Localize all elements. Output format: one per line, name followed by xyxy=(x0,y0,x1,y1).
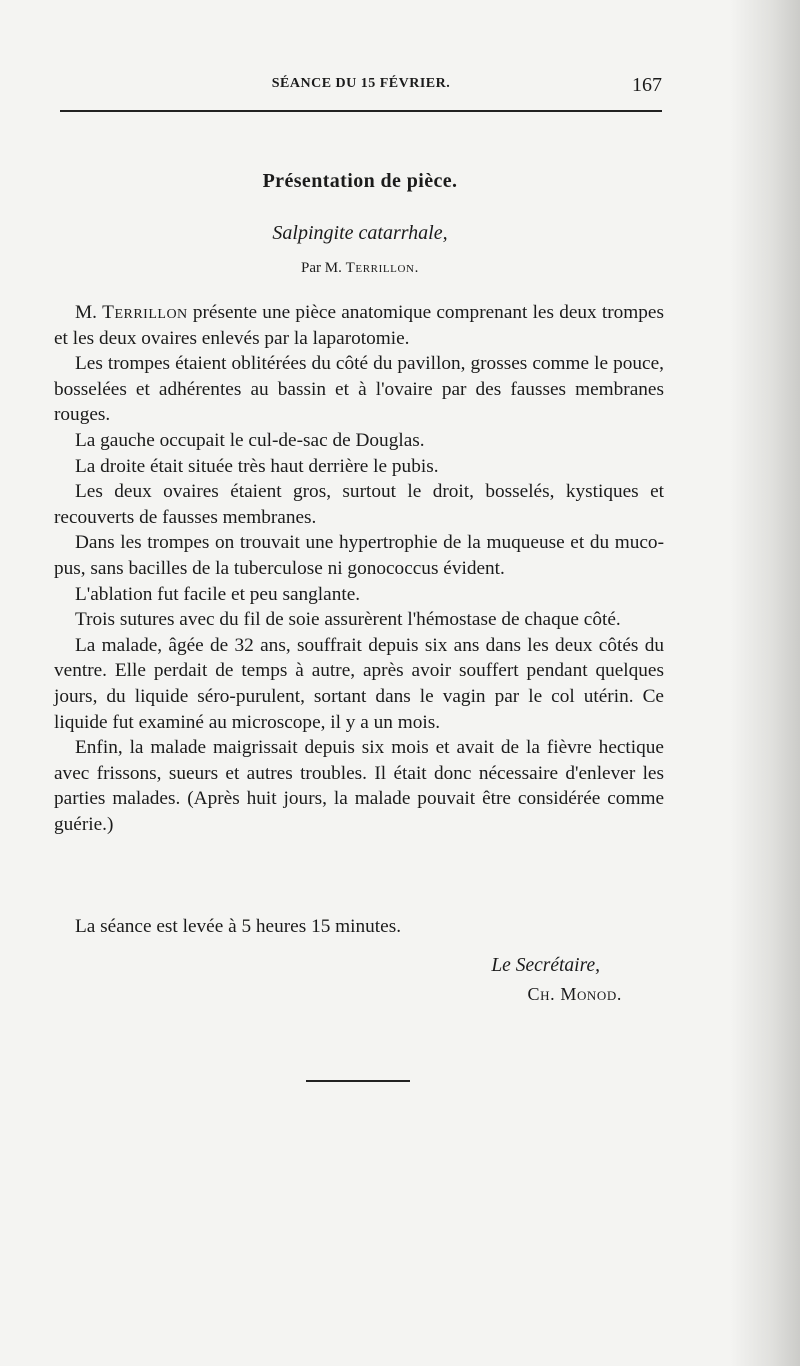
article-body xyxy=(54,300,664,837)
paragraph: Les deux ovaires étaient gros, surtout le droit, bosselés, kystiques et recouverts de fausses membranes. xyxy=(54,481,664,528)
paragraph xyxy=(54,300,664,351)
paragraph: Les trompes étaient oblitérées du côté du pavillon, grosses comme le pouce, bosselées et adhérentes au bassin et à l'ovaire par des fausses membranes rouges. xyxy=(54,353,664,426)
page-edge-shadow xyxy=(730,0,800,1366)
header-rule xyxy=(60,110,662,112)
closing-section xyxy=(54,914,664,939)
article-author xyxy=(0,260,720,277)
page-header xyxy=(60,76,662,100)
running-head: SÉANCE DU 15 FÉVRIER. xyxy=(271,76,451,91)
article-subtitle: Salpingite catarrhale, xyxy=(272,222,448,244)
paragraph: La droite était située très haut derrière le pubis. xyxy=(75,455,439,477)
author-name: Terrillon. xyxy=(345,260,419,276)
page-number: 167 xyxy=(632,74,662,96)
end-rule xyxy=(306,1080,410,1082)
signature-role: Le Secrétaire, xyxy=(491,955,600,976)
closing-statement: La séance est levée à 5 heures 15 minutes. xyxy=(75,916,402,937)
paragraph: La malade, âgée de 32 ans, souffrait depuis six ans dans les deux côtés du ventre. Elle perdait de temps à autre, après avoir souffert pendant quelques jours, du liquide séro-purulent, sortant dans le vagin par le col utérin. Ce liquide fut examiné au microscope, il y a un mois. xyxy=(54,634,664,733)
paragraph: Enfin, la malade maigrissait depuis six mois et avait de la fièvre hectique avec frissons, sueurs et autres troubles. Il était donc nécessaire d'enlever les parties malades. (Après huit jours, la malade pouvait être considérée comme guérie.) xyxy=(54,737,664,835)
paragraph: Trois sutures avec du fil de soie assurèrent l'hémostase de chaque côté. xyxy=(75,609,621,631)
paragraph: La gauche occupait le cul-de-sac de Douglas. xyxy=(75,429,425,451)
author-prefix: Par M. xyxy=(301,260,342,276)
paragraph: L'ablation fut facile et peu sanglante. xyxy=(75,583,361,605)
paragraph-author-name: Terrillon xyxy=(102,302,188,323)
paragraph-text: présente une pièce anatomique comprenant les deux trompes et les deux ovaires enlevés par la laparotomie. xyxy=(54,302,664,349)
signature-name: Ch. Monod. xyxy=(527,984,622,1004)
paragraph-prefix: M. xyxy=(75,302,97,323)
paragraph: Dans les trompes on trouvait une hypertrophie de la muqueuse et du muco-pus, sans bacilles de la tuberculose ni gonococcus évident. xyxy=(54,532,664,579)
article-title: Présentation de pièce. xyxy=(262,170,458,192)
